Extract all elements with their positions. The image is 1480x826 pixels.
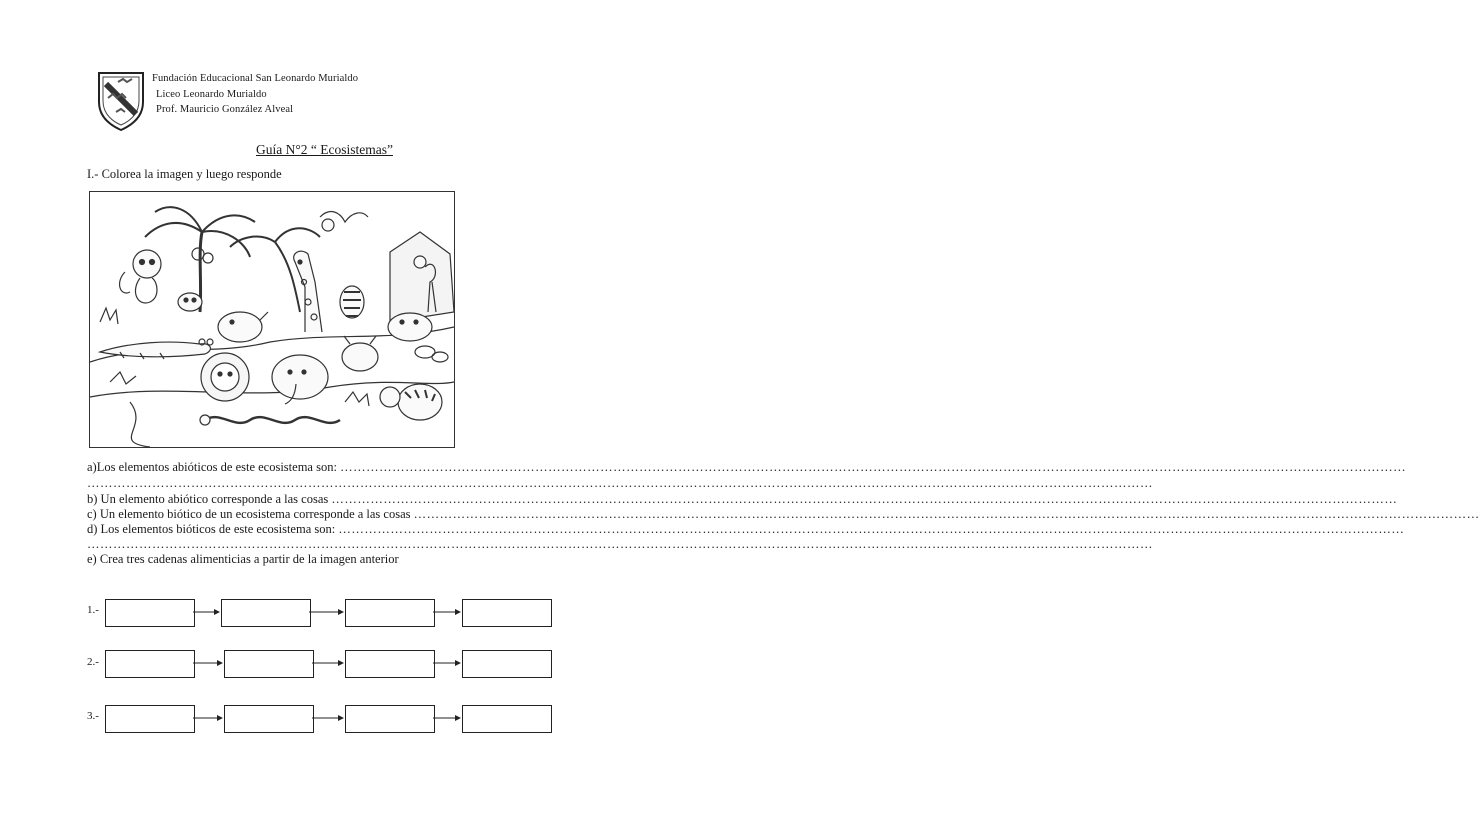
question-d xyxy=(87,522,1405,537)
chain-1-box-2[interactable] xyxy=(221,599,311,627)
answer-b-dots[interactable]: ………………………………………………………………………………………………………………………………………………………………………………………………………………………… xyxy=(331,492,1398,506)
foundation-name: Fundación Educacional San Leonardo Murialdo xyxy=(152,73,359,84)
chain-1-box-1[interactable] xyxy=(105,599,195,627)
chain-1-box-3[interactable] xyxy=(345,599,435,627)
instruction: I.- Colorea la imagen y luego responde xyxy=(87,167,282,181)
chain-3-box-3[interactable] xyxy=(345,705,435,733)
teacher-name: Prof. Mauricio González Alveal xyxy=(156,104,294,115)
chain-label-2: 2.- xyxy=(87,656,99,668)
question-a-text: a)Los elementos abióticos de este ecosistema son: xyxy=(87,460,341,474)
school-name: Liceo Leonardo Murialdo xyxy=(156,89,267,100)
question-c xyxy=(87,507,1480,522)
question-b-text: b) Un elemento abiótico corresponde a las cosas xyxy=(87,492,332,506)
chain-label-1: 1.- xyxy=(87,604,99,616)
answer-c-dots[interactable]: ………………………………………………………………………………………………………………………………………………………………………………………………………………………… xyxy=(413,507,1480,521)
page-title: Guía N°2 “ Ecosistemas” xyxy=(256,142,393,157)
chain-2-box-4[interactable] xyxy=(462,650,552,678)
answer-line[interactable]: ………………………………………………………………………………………………………………………………………………………………………………………………………………………… xyxy=(87,537,1153,551)
question-c-text: c) Un elemento biótico de un ecosistema corresponde a las cosas xyxy=(87,507,414,521)
answer-d-dots[interactable]: ………………………………………………………………………………………………………………………………………………………………………………………………………………………… xyxy=(338,522,1405,536)
chain-1-box-4[interactable] xyxy=(462,599,552,627)
chain-2-box-1[interactable] xyxy=(105,650,195,678)
chain-2-box-2[interactable] xyxy=(224,650,314,678)
chain-3-box-1[interactable] xyxy=(105,705,195,733)
coloring-image xyxy=(89,191,455,448)
chain-3-box-4[interactable] xyxy=(462,705,552,733)
answer-a-dots[interactable]: ………………………………………………………………………………………………………………………………………………………………………………………………………………………… xyxy=(340,460,1407,474)
school-crest xyxy=(96,70,146,132)
chain-label-3: 3.- xyxy=(87,710,99,722)
answer-line[interactable]: ………………………………………………………………………………………………………………………………………………………………………………………………………………………… xyxy=(87,476,1153,490)
chain-3-box-2[interactable] xyxy=(224,705,314,733)
chain-2-box-3[interactable] xyxy=(345,650,435,678)
question-b xyxy=(87,492,1398,507)
question-e: e) Crea tres cadenas alimenticias a partir de la imagen anterior xyxy=(87,552,399,566)
question-d-text: d) Los elementos bióticos de este ecosistema son: xyxy=(87,522,339,536)
question-a xyxy=(87,460,1407,475)
